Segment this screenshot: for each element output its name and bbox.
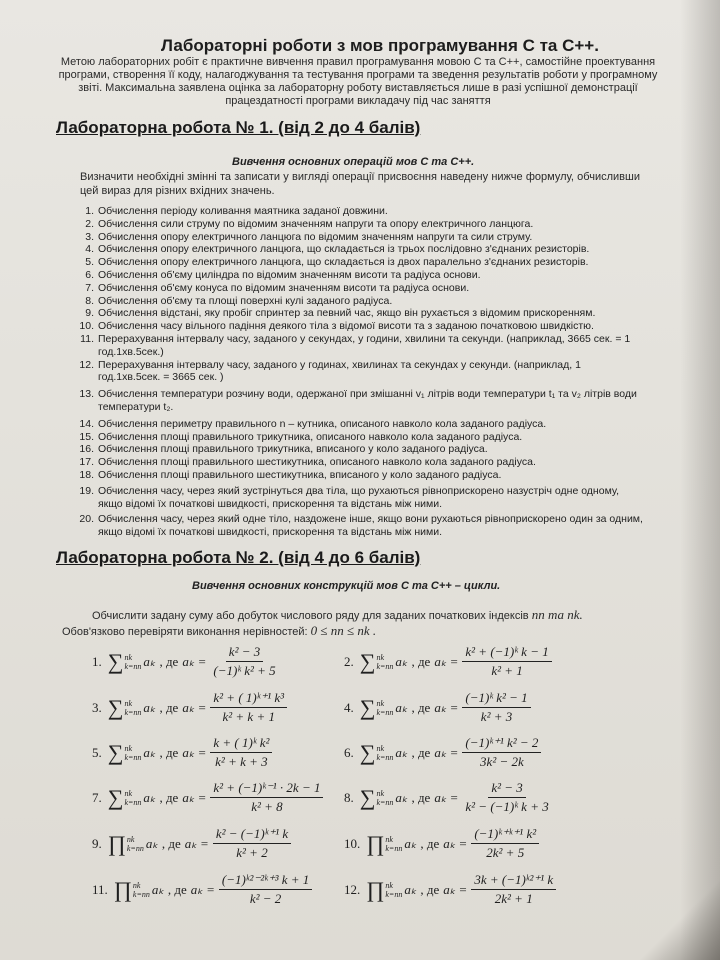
lab1-item-number: 3.: [85, 230, 94, 243]
where-text: , де: [411, 699, 431, 715]
denominator: k² + 1: [491, 663, 523, 678]
where-text: , де: [159, 789, 179, 805]
term-symbol: aₖ: [143, 744, 156, 760]
where-text: , де: [159, 744, 179, 760]
lab1-item-number: 8.: [85, 294, 94, 307]
lab1-item-text: Обчислення об'єму циліндра по відомим значенням висоти та радіуса основи.: [98, 268, 481, 281]
upper-limit: nk: [126, 834, 135, 844]
series-formula: [92, 872, 312, 907]
index-limits: [385, 881, 402, 899]
denominator: k² − (−1)ᵏ k + 3: [465, 799, 549, 814]
lab1-item-text: Обчислення площі правильного шестикутника, описаного навколо кола заданого радіуса.: [98, 456, 536, 469]
formula-number: 6.: [344, 744, 354, 760]
lab1-item-number: 7.: [85, 281, 94, 294]
lab1-item-number: 20.: [79, 513, 94, 526]
series-formula: [92, 644, 279, 679]
term-symbol: aₖ =: [182, 699, 207, 715]
page-edge-shadow: [680, 0, 720, 960]
lab1-item-number: 14.: [79, 417, 94, 430]
lab1-item: [74, 456, 644, 469]
term-symbol: aₖ: [143, 789, 156, 805]
intro-paragraph: Метою лабораторних робіт є практичне вивчення правил програмування мовою С та С++, самостійне проектування програми, створення її коду, налагоджування та тестування програми та зведення результатів роботи у програмному звіті. Максимальна заявлена оцінка за лабораторну роботу виставляється лише в разі успішної демонстрації працездатності програми викладачу під час заняття: [58, 56, 658, 107]
lab1-item-text: Перерахування інтервалу часу, заданого у годинах, хвилинах та секундах у секунди. (наприклад, 1 год.1хв.5сек. = 3665 сек. ): [98, 358, 581, 384]
term-symbol: aₖ =: [190, 881, 215, 897]
denominator: k² + k + 1: [222, 709, 275, 724]
lab1-item-number: 11.: [80, 332, 94, 345]
term-symbol: aₖ =: [443, 881, 468, 897]
formula-number: 7.: [92, 789, 102, 805]
product-symbol: ∏: [366, 830, 385, 856]
term-fraction: [210, 780, 323, 815]
lab1-item-number: 13.: [79, 388, 94, 401]
lab1-item-text: Обчислення часу, через який одне тіло, наздожене інше, якщо вони рухаються рівноприскорено один за одним, якщо відомі їх початкові швидкості, прискорення та відстань між ними.: [98, 513, 643, 539]
term-fraction: [462, 690, 530, 725]
numerator: k + ( 1)ᵏ k²: [210, 735, 272, 753]
term-symbol: aₖ =: [182, 789, 207, 805]
lab1-item-number: 15.: [79, 430, 94, 443]
term-fraction: [462, 780, 551, 815]
denominator: (−1)ᵏ k² + 5: [213, 663, 276, 678]
where-text: , де: [420, 835, 440, 851]
numerator: k² − (−1)ᵏ⁺¹ k: [213, 826, 291, 844]
lab1-item-text: Обчислення об'єму конуса по відомим значенням висоти та радіуса основи.: [98, 281, 470, 294]
formula-number: 2.: [344, 653, 354, 669]
lab1-item-text: Обчислення температури розчину води, одержаної при змішанні v₁ літрів води температури t₁ та v₂ літрів води температури t₂.: [98, 388, 637, 413]
lab1-item-text: Обчислення опору електричного ланцюга, що складається із трьох послідовно з'єднаних резисторів.: [98, 243, 590, 256]
where-text: , де: [167, 881, 187, 897]
where-text: , де: [159, 653, 179, 669]
product-symbol: ∏: [366, 876, 385, 902]
lab1-item: [74, 243, 644, 256]
lab1-item: [74, 418, 644, 431]
lab1-item-text: Обчислення периметру правильного n – кутника, описаного навколо кола заданого радіуса.: [98, 417, 547, 430]
numerator: (−1)ᵏ k² − 1: [462, 690, 530, 708]
term-symbol: aₖ =: [182, 653, 207, 669]
lab1-item: [74, 469, 644, 482]
lab1-item: [74, 307, 644, 320]
where-text: , де: [411, 744, 431, 760]
index-limits: [133, 881, 150, 899]
lab1-item-number: 17.: [79, 456, 94, 469]
term-symbol: aₖ: [404, 835, 417, 851]
term-symbol: aₖ: [395, 744, 408, 760]
where-text: , де: [420, 881, 440, 897]
lab1-item: [74, 333, 644, 359]
index-limits: [376, 699, 393, 717]
lower-limit: k=nn: [124, 707, 142, 717]
term-symbol: aₖ =: [434, 653, 459, 669]
lab1-item: [74, 282, 644, 295]
denominator: k² + 2: [236, 845, 268, 860]
formula-number: 1.: [92, 653, 102, 669]
lab1-item: [74, 359, 644, 385]
lab1-item-text: Обчислення опору електричного ланцюга, що складається із двох паралельно з'єднаних резисторів.: [98, 256, 589, 269]
index-limits: [127, 835, 144, 853]
term-symbol: aₖ: [145, 835, 158, 851]
denominator: k² − 2: [249, 891, 282, 906]
series-formula: [92, 690, 287, 725]
numerator: k² − 3: [488, 780, 525, 798]
term-symbol: aₖ: [143, 699, 156, 715]
numerator: k² − 3: [226, 644, 263, 662]
page-title: Лабораторні роботи з мов програмування С та С++.: [161, 36, 599, 55]
upper-limit: nk: [376, 743, 384, 753]
lower-limit: k=nn: [132, 889, 150, 899]
lab1-item-text: Перерахування інтервалу часу, заданого у секундах, у години, хвилини та секунди. (наприклад, 3665 сек. = 1 год.1хв.5сек.): [98, 332, 631, 358]
term-fraction: [210, 644, 278, 679]
lab2-subtitle: Вивчення основних конструкцій мов С та С++ – цикли.: [192, 580, 501, 592]
term-symbol: aₖ =: [182, 744, 207, 760]
sum-symbol: ∑: [359, 784, 376, 810]
numerator: (−1)ᵏ⁺ᵏ⁺¹ k²: [471, 826, 539, 844]
lab2-task: [92, 608, 652, 623]
sum-symbol: ∑: [107, 694, 124, 720]
numerator: 3k + (−1)ᵏ²⁺¹ k: [471, 872, 556, 890]
folded-corner: [630, 870, 720, 960]
term-fraction: [213, 826, 291, 861]
lab1-item-text: Обчислення площі правильного трикутника, вписаного у коло заданого радіуса.: [98, 443, 488, 456]
formula-number: 10.: [344, 835, 361, 851]
series-formula: [92, 826, 291, 861]
lab1-item-text: Обчислення часу, через який зустрінуться два тіла, що рухаються рівноприскорено назустріч одне одному, якщо відомі їх початкові швидкості, прискорення та відстань між ними.: [98, 484, 620, 510]
lab1-item-number: 6.: [85, 268, 94, 281]
where-text: , де: [161, 835, 181, 851]
lab2-inequality-line: [62, 624, 642, 639]
lab1-item-text: Обчислення опору електричного ланцюга по відомим значенням напруги та сили струму.: [98, 230, 533, 243]
lab2-task-vars: nn та nk.: [531, 607, 583, 622]
lower-limit: k=nn: [376, 752, 394, 762]
lab1-subtitle: Вивчення основних операцій мов С та С++.: [232, 156, 475, 168]
lab1-item-number: 9.: [85, 307, 94, 320]
term-fraction: [210, 735, 272, 770]
denominator: 3k² − 2k: [480, 754, 524, 769]
index-limits: [124, 699, 141, 717]
upper-limit: nk: [124, 698, 132, 708]
lab1-item: [74, 205, 644, 218]
lab1-item-text: Обчислення періоду коливання маятника заданої довжини.: [98, 205, 388, 217]
lab1-item: [74, 269, 644, 282]
term-fraction: [219, 872, 312, 907]
formula-number: 12.: [344, 881, 361, 897]
lab1-item-number: 19.: [79, 484, 94, 497]
lab1-item-text: Обчислення об'єму та площі поверхні кулі заданого радіуса.: [98, 294, 393, 307]
numerator: k² + ( 1)ᵏ⁺¹ k³: [210, 690, 287, 708]
lab1-item-number: 18.: [79, 468, 94, 481]
lab1-task-list: [74, 205, 644, 539]
term-symbol: aₖ =: [443, 835, 468, 851]
where-text: , де: [411, 653, 431, 669]
denominator: k² + k + 3: [215, 754, 268, 769]
term-fraction: [471, 826, 539, 861]
sum-symbol: ∑: [359, 739, 376, 765]
lab1-task: Визначити необхідні змінні та записати у вигляді операції присвоєння наведену нижче формулу, обчисливши цей вираз для різних вхідних значень.: [80, 171, 640, 197]
denominator: k² + 8: [251, 799, 283, 814]
term-fraction: [462, 644, 551, 679]
series-formula: [344, 872, 556, 907]
term-symbol: aₖ =: [184, 835, 209, 851]
series-formula: [344, 690, 531, 725]
lab1-item-text: Обчислення відстані, яку пробіг спринтер за певний час, якщо він рухається з відомим прискоренням.: [98, 307, 596, 320]
sum-symbol: ∑: [107, 648, 124, 674]
denominator: k² + 3: [480, 709, 513, 724]
upper-limit: nk: [124, 788, 132, 798]
series-formula: [92, 735, 272, 770]
lab2-heading: Лабораторна робота № 2. (від 4 до 6 балів): [56, 548, 421, 567]
numerator: k² + (−1)ᵏ k − 1: [462, 644, 551, 662]
lab1-item: [74, 388, 644, 414]
term-symbol: aₖ: [395, 789, 408, 805]
denominator: 2k² + 5: [486, 845, 525, 860]
lab1-item-text: Обчислення сили струму по відомим значенням напруги та опору електричного ланцюга.: [98, 217, 534, 230]
upper-limit: nk: [376, 652, 384, 662]
series-formula: [344, 644, 552, 679]
index-limits: [124, 653, 141, 671]
formula-number: 8.: [344, 789, 354, 805]
index-limits: [376, 744, 393, 762]
lower-limit: k=nn: [376, 707, 394, 717]
sum-symbol: ∑: [359, 694, 376, 720]
lab2-check-text: Обов'язково перевіряти виконання нерівностей:: [62, 626, 308, 638]
upper-limit: nk: [132, 880, 141, 890]
series-formula: [344, 826, 539, 861]
term-fraction: [462, 735, 541, 770]
lab1-item: [74, 256, 644, 269]
index-limits: [376, 789, 393, 807]
denominator: 2k² + 1: [494, 891, 533, 906]
index-limits: [385, 835, 402, 853]
upper-limit: nk: [124, 652, 132, 662]
lab1-item: [74, 485, 644, 511]
upper-limit: nk: [124, 743, 132, 753]
term-symbol: aₖ: [404, 881, 417, 897]
upper-limit: nk: [385, 880, 393, 890]
index-limits: [376, 653, 393, 671]
term-symbol: aₖ: [143, 653, 156, 669]
lab1-item-number: 10.: [79, 320, 94, 333]
lab1-item: [74, 443, 644, 456]
formula-number: 9.: [92, 835, 102, 851]
term-fraction: [210, 690, 287, 725]
formula-number: 5.: [92, 744, 102, 760]
upper-limit: nk: [376, 698, 384, 708]
lower-limit: k=nn: [124, 752, 142, 762]
lower-limit: k=nn: [385, 889, 403, 899]
index-limits: [124, 789, 141, 807]
lower-limit: k=nn: [126, 843, 144, 853]
upper-limit: nk: [385, 834, 393, 844]
lab1-item: [74, 295, 644, 308]
lab1-item: [74, 320, 644, 333]
numerator: (−1)ᵏ²⁻²ᵏ⁺³ k + 1: [219, 872, 312, 890]
term-symbol: aₖ: [395, 699, 408, 715]
lower-limit: k=nn: [376, 661, 394, 671]
numerator: (−1)ᵏ⁺¹ k² − 2: [462, 735, 541, 753]
term-symbol: aₖ =: [434, 744, 459, 760]
formula-number: 3.: [92, 699, 102, 715]
lab1-item-text: Обчислення площі правильного трикутника, описаного навколо кола заданого радіуса.: [98, 430, 523, 443]
lower-limit: k=nn: [385, 843, 403, 853]
lab1-item-text: Обчислення площі правильного шестикутника, вписаного у коло заданого радіуса.: [98, 468, 502, 481]
sum-symbol: ∑: [107, 784, 124, 810]
lab1-item-number: 16.: [79, 443, 94, 456]
series-formula: [344, 780, 552, 815]
sum-symbol: ∑: [359, 648, 376, 674]
lab2-inequality: 0 ≤ nn ≤ nk .: [310, 623, 377, 638]
where-text: , де: [159, 699, 179, 715]
term-symbol: aₖ: [395, 653, 408, 669]
term-symbol: aₖ: [151, 881, 164, 897]
lab1-heading: Лабораторна робота № 1. (від 2 до 4 балів): [56, 118, 421, 137]
lab1-item-number: 1.: [85, 205, 94, 217]
product-symbol: ∏: [113, 876, 132, 902]
formula-number: 4.: [344, 699, 354, 715]
lab2-task-text: Обчислити задану суму або добуток числового ряду для заданих початкових індексів: [92, 610, 529, 622]
lab1-item: [74, 431, 644, 444]
product-symbol: ∏: [107, 830, 126, 856]
where-text: , де: [411, 789, 431, 805]
lab1-item: [74, 513, 644, 539]
lab1-item: [74, 218, 644, 231]
lab1-item-number: 4.: [85, 243, 94, 256]
term-symbol: aₖ =: [434, 699, 459, 715]
term-fraction: [471, 872, 556, 907]
term-symbol: aₖ =: [434, 789, 459, 805]
numerator: k² + (−1)ᵏ⁻¹ · 2k − 1: [210, 780, 323, 798]
lab1-item-number: 5.: [85, 256, 94, 269]
upper-limit: nk: [376, 788, 384, 798]
lab1-item-text: Обчислення часу вільного падіння деякого тіла з відомої висоти та з заданою початковою швидкістю.: [98, 320, 594, 333]
lower-limit: k=nn: [124, 661, 142, 671]
series-formula: [92, 780, 323, 815]
lab1-item: [74, 231, 644, 244]
lab1-item-number: 2.: [85, 217, 94, 230]
sum-symbol: ∑: [107, 739, 124, 765]
lower-limit: k=nn: [124, 797, 142, 807]
series-formula: [344, 735, 541, 770]
lower-limit: k=nn: [376, 797, 394, 807]
formula-number: 11.: [92, 881, 108, 897]
lab1-item-number: 12.: [79, 358, 94, 371]
index-limits: [124, 744, 141, 762]
